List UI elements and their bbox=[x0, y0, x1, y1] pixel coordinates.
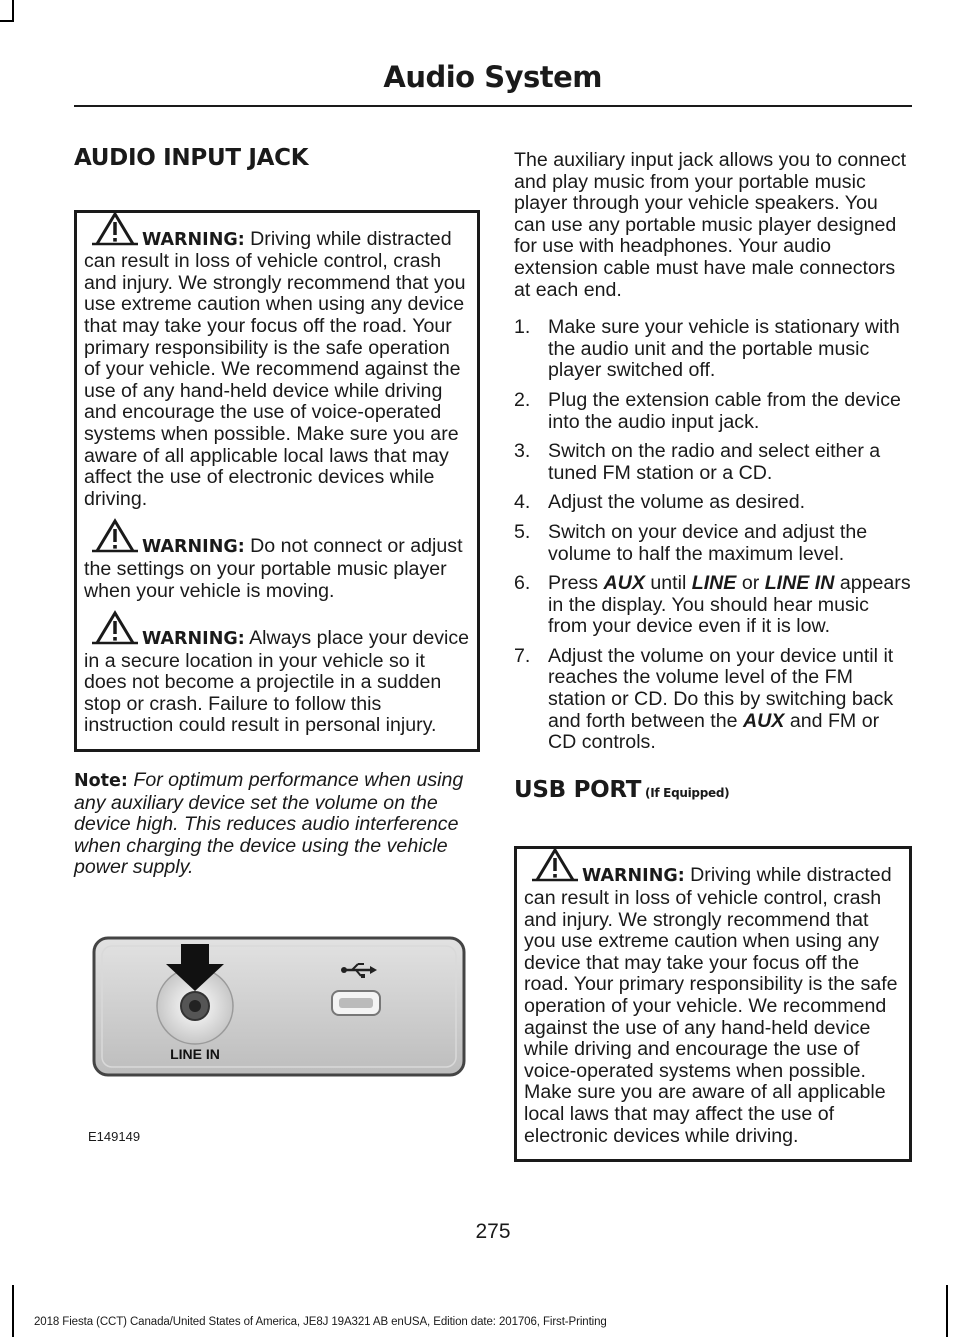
list-item: 1. Make sure your vehicle is stationary with the audio unit and the portable music player switched off. bbox=[514, 316, 900, 382]
warning-paragraph bbox=[84, 229, 471, 511]
list-item: 7. Adjust the volume on your device until it reaches the volume level of the FM station or CD. Do this by switching back and forth between the AUX and FM or CD controls. bbox=[514, 644, 894, 754]
list-item: 4. Adjust the volume as desired. bbox=[514, 491, 806, 514]
intro-paragraph: The auxiliary input jack allows you to connect and play music from your portable music player through your vehicle speakers. You can use any portable music player designed for use with headphones. Your audio extension cable must have male connectors at each end. bbox=[514, 149, 907, 301]
list-item: 3. Switch on the radio and select either a tuned FM station or a CD. bbox=[514, 440, 881, 484]
warning-text: Driving while distracted can result in loss of vehicle control, crash and injury. We strongly recommend that you use extreme caution when using any device that may take your focus off the road. Your primary responsibility is the safe operation of your vehicle. We recommend against the use of any hand-held device while driving and encourage the use of voice-operated systems when possible. Make sure you are aware of all applicable local laws that may affect the use of electronic devices while driving. bbox=[84, 227, 466, 510]
warning-triangle-icon bbox=[532, 847, 578, 883]
note-text: For optimum performance when using any auxiliary device set the volume on the device high. This reduces audio interference when charging the device using the vehicle power supply. bbox=[74, 769, 464, 879]
warning-triangle-icon bbox=[92, 518, 138, 554]
page-number: 275 bbox=[475, 1220, 511, 1243]
page-header-title: Audio System bbox=[383, 60, 602, 94]
warning-triangle-icon bbox=[92, 610, 138, 646]
steps-list bbox=[514, 317, 912, 754]
warning-label: WARNING: bbox=[142, 537, 245, 558]
list-item: 6. Press AUX until LINE or LINE IN appears in the display. You should hear music from your device even if it is low. bbox=[514, 572, 911, 638]
section-qualifier: (If Equipped) bbox=[641, 785, 730, 800]
line-in-term: LINE IN bbox=[764, 572, 835, 595]
warning-box bbox=[514, 846, 912, 1162]
line-term: LINE bbox=[691, 572, 737, 595]
section-title-audio-input-jack: AUDIO INPUT JACK bbox=[74, 145, 309, 171]
aux-usb-panel-illustration bbox=[74, 916, 480, 1116]
warning-paragraph bbox=[84, 628, 471, 737]
list-item: 2. Plug the extension cable from the device into the audio input jack. bbox=[514, 388, 901, 433]
warning-label: WARNING: bbox=[142, 229, 245, 250]
warning-paragraph bbox=[524, 865, 903, 1147]
right-column bbox=[514, 150, 912, 1162]
crop-mark bbox=[12, 0, 14, 20]
note-label: Note: bbox=[74, 771, 128, 792]
figure-id: E149149 bbox=[88, 1129, 141, 1144]
crop-mark bbox=[12, 1285, 14, 1337]
footer-text: 2018 Fiesta (CCT) Canada/United States of America, JE8J 19A321 AB enUSA, Edition date: 201706, First-Printing bbox=[34, 1316, 607, 1328]
audio-input-figure bbox=[74, 916, 480, 1146]
section-title-usb-port: USB PORT (If Equipped) bbox=[514, 776, 730, 803]
crop-mark bbox=[0, 20, 14, 22]
crop-mark bbox=[946, 1285, 948, 1337]
warning-text: Always place your device in a secure location in your vehicle so it does not become a projectile in a sudden stop or crash. Failure to follow this instruction could result in personal injury. bbox=[84, 627, 470, 737]
line-in-label: LINE IN bbox=[170, 1046, 220, 1062]
warning-label: WARNING: bbox=[142, 629, 245, 650]
note-paragraph bbox=[74, 770, 480, 879]
warning-paragraph bbox=[84, 536, 471, 602]
aux-term: AUX bbox=[603, 572, 645, 595]
warning-box bbox=[74, 210, 480, 752]
header-rule bbox=[74, 105, 912, 107]
warning-text: Do not connect or adjust the settings on your portable music player when your vehicle is moving. bbox=[84, 535, 463, 602]
list-item: 5. Switch on your device and adjust the volume to half the maximum level. bbox=[514, 520, 868, 565]
warning-label: WARNING: bbox=[582, 866, 685, 887]
left-column bbox=[74, 145, 480, 879]
warning-text: Driving while distracted can result in loss of vehicle control, crash and injury. We strongly recommend that you use extreme caution when using any device that may take your focus off the road. Your primary responsibility is the safe operation of your vehicle. We recommend against the use of any hand-held device while driving and encourage the use of voice-operated systems when possible. Make sure you are aware of all applicable local laws that may affect the use of electronic devices while driving. bbox=[524, 864, 898, 1147]
aux-term: AUX bbox=[743, 709, 785, 732]
warning-triangle-icon bbox=[92, 211, 138, 247]
